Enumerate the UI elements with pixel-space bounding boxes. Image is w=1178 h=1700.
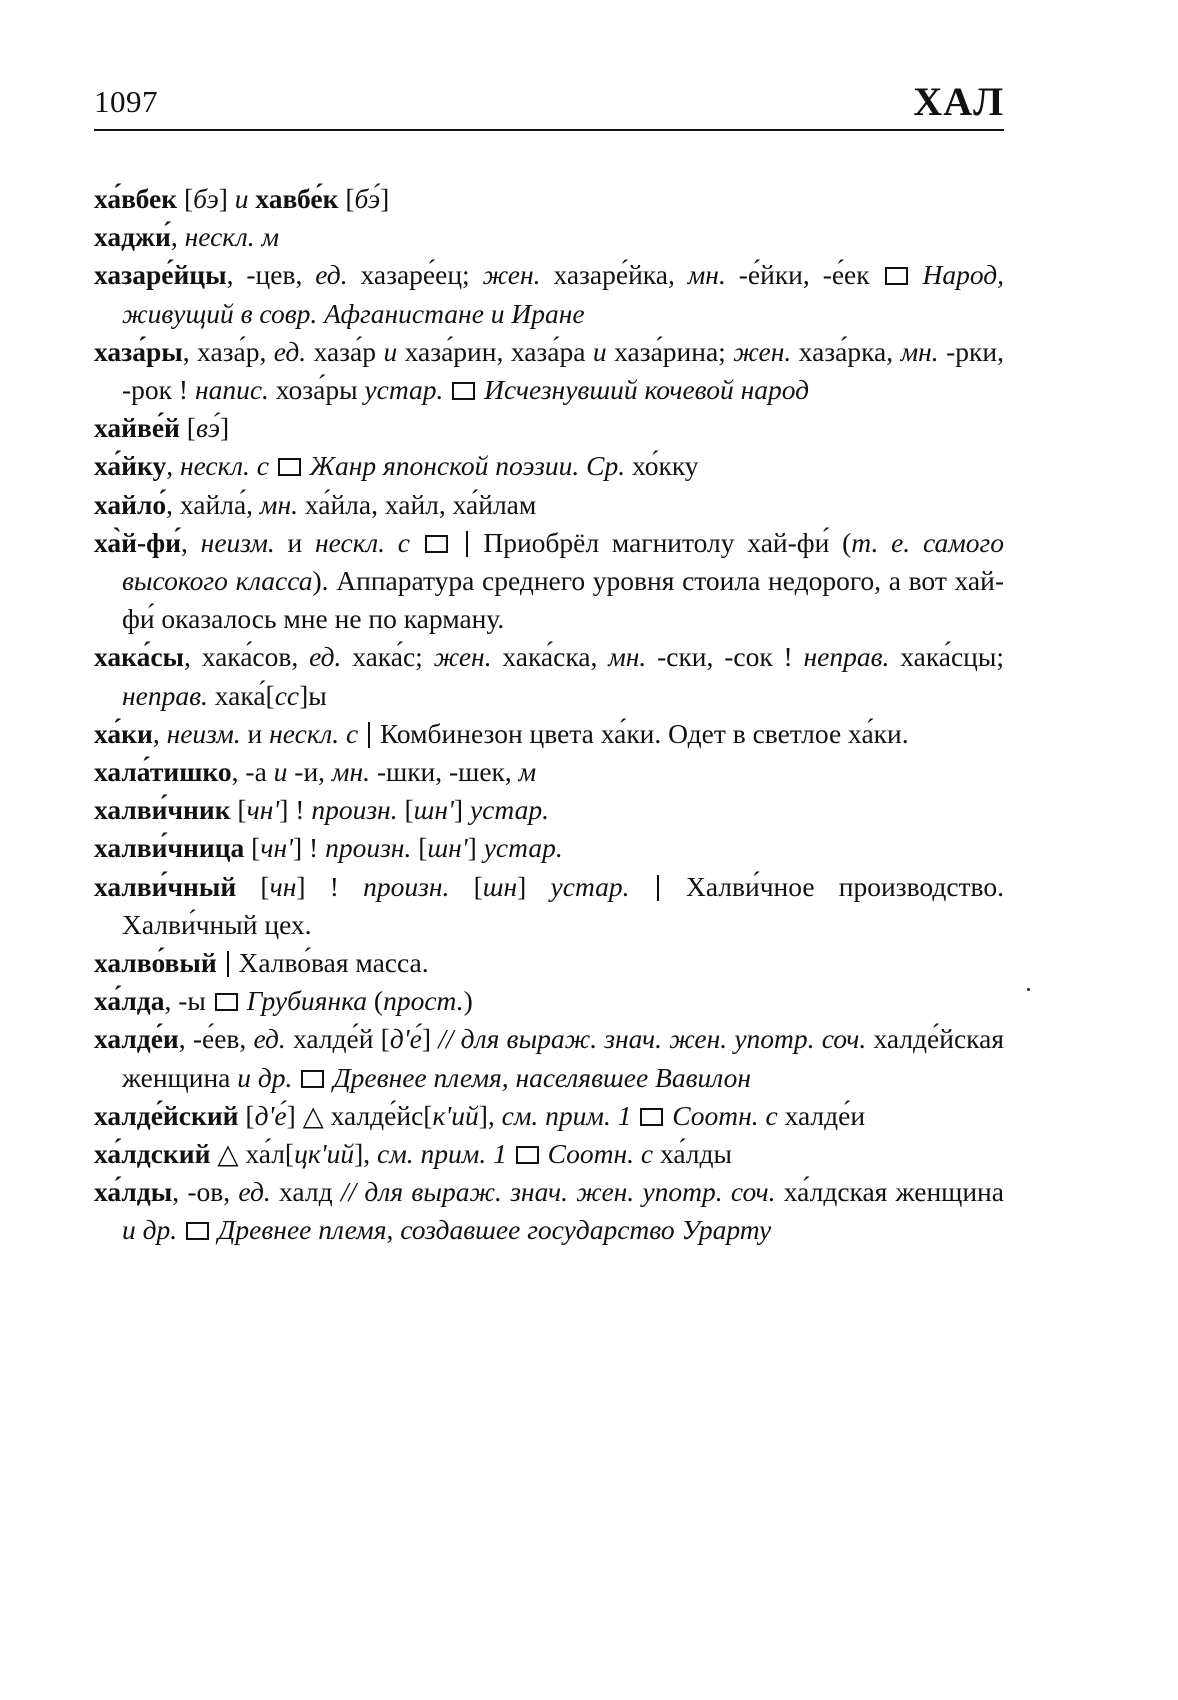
entry-text: ], <box>354 1138 378 1170</box>
italic-note: // для выраж. знач. жен. употр. соч. <box>438 1023 867 1055</box>
italic-note: ед. <box>315 259 348 291</box>
header-rule <box>94 129 1004 131</box>
entry-text: , хайла́, <box>166 488 260 520</box>
definition-box-icon <box>425 535 448 553</box>
italic-note: чнʹ <box>260 832 293 864</box>
example-separator-icon <box>466 531 468 557</box>
headword: халде́и <box>94 1023 179 1055</box>
entry-text <box>443 374 450 405</box>
entry-text <box>410 527 423 558</box>
entry-text: [ <box>397 794 414 826</box>
italic-note: кʹий <box>432 1099 479 1131</box>
italic-note: Древнее племя, создавшее государство Урарту <box>211 1214 772 1246</box>
definition-box-icon <box>885 267 908 285</box>
italic-note: шн <box>482 870 518 902</box>
headword: ха́лда <box>94 985 165 1017</box>
headword: ха́лды <box>94 1176 173 1208</box>
headword: ха́йку <box>94 450 167 482</box>
dictionary-entry <box>94 868 1004 944</box>
page-header <box>94 78 1004 134</box>
entry-text: -е́йки, -е́ек <box>725 259 883 291</box>
example-separator-icon <box>368 722 370 748</box>
entry-text: хака́сцы; <box>889 641 1005 673</box>
entry-text: хаза́р <box>306 335 384 367</box>
dictionary-entry <box>94 1020 1004 1096</box>
entry-text: халде́и <box>777 1099 866 1131</box>
italic-note: и <box>592 335 607 367</box>
italic-note: мн. <box>331 756 370 788</box>
definition-box-icon <box>301 1070 324 1088</box>
italic-note: жен. <box>482 259 541 291</box>
italic-note: произн. <box>311 794 398 826</box>
entry-text: ( <box>367 985 384 1017</box>
italic-note: Древнее племя, населявшее Вавилон <box>326 1061 752 1093</box>
example-separator-icon <box>227 951 229 977</box>
entry-text: ] ! <box>279 794 312 826</box>
headword: халви́чный <box>94 870 237 902</box>
headword: хазаре́йцы <box>94 259 227 291</box>
entry-text <box>450 527 463 558</box>
definition-box-icon <box>640 1108 663 1126</box>
italic-note: и <box>234 183 249 214</box>
italic-note: Грубиянка <box>239 985 368 1017</box>
entry-text: ха́лды <box>653 1138 732 1170</box>
entry-text <box>630 871 654 902</box>
entry-text <box>507 1138 514 1169</box>
entry-text: , -цев, <box>226 259 316 291</box>
dictionary-entry <box>94 1173 1004 1249</box>
italic-note: Соотн. с <box>540 1138 654 1170</box>
italic-note: м <box>518 756 537 788</box>
entry-text: ] <box>218 183 235 214</box>
italic-note: ед. <box>309 641 342 673</box>
dictionary-entry <box>94 791 1004 829</box>
italic-note: шнʹ <box>427 832 468 864</box>
italic-note: см. прим. 1 <box>377 1138 507 1170</box>
entry-text <box>269 450 276 481</box>
italic-note: ед. <box>253 1023 286 1055</box>
entry-text: [ <box>238 1099 255 1131</box>
entry-text: ) <box>463 985 473 1017</box>
italic-note: цкʹий <box>294 1138 355 1170</box>
entry-text: и <box>240 717 270 749</box>
entry-text: Халво́вая масса. <box>231 947 429 979</box>
entry-text: ] <box>421 1023 439 1055</box>
italic-note: т. е. самого высокого класса <box>122 526 1004 597</box>
definition-box-icon <box>186 1222 209 1240</box>
entry-text: ). Аппаратура среднего уровня стоила недорого, а вот хай-фи́ оказалось мне не по карману. <box>122 565 1004 635</box>
entry-text: ха́лдская женщина <box>775 1176 1004 1208</box>
italic-note: нескл. с <box>179 450 269 482</box>
dictionary-entry <box>94 1135 1004 1173</box>
definition-box-icon <box>278 458 301 476</box>
entry-text: хака́с; <box>341 641 434 673</box>
italic-note: сс <box>274 679 300 711</box>
italic-note: Жанр японской поэзии. Ср. <box>302 450 626 482</box>
entry-text: , <box>152 717 167 749</box>
entry-text: ] △ халде́йс[ <box>286 1099 433 1131</box>
italic-note: нескл. с <box>269 717 359 749</box>
dictionary-entry <box>94 715 1004 753</box>
entry-text: халд <box>270 1176 341 1208</box>
italic-note: чнʹ <box>246 794 280 826</box>
entry-text: Халви́чное производство. Халви́чный цех. <box>122 870 1004 940</box>
entry-text <box>217 947 224 978</box>
entry-text: Комбинезон цвета ха́ки. Одет в светлое ха́ки. <box>373 717 909 749</box>
italic-note: бэ <box>193 183 219 214</box>
italic-note: прост. <box>383 985 464 1017</box>
italic-note: дʹе́ <box>389 1023 422 1055</box>
italic-note: и др. <box>237 1061 293 1093</box>
headword: халво́вый <box>94 947 217 979</box>
example-separator-icon <box>657 875 659 901</box>
running-head: ХАЛ <box>913 79 1004 124</box>
print-speck <box>1027 988 1030 991</box>
italic-note: шнʹ <box>413 794 454 826</box>
entry-text: , хаза́р, <box>182 335 274 367</box>
entry-text: ] ! <box>293 832 326 864</box>
entry-text: ] <box>220 412 230 444</box>
italic-note: и <box>273 756 288 788</box>
headword: ха́вбек <box>94 183 178 214</box>
italic-note: и др. <box>122 1214 178 1246</box>
italic-note: неправ. <box>803 641 890 673</box>
headword: ха́лдский <box>94 1138 211 1170</box>
italic-note: неизм. <box>200 526 275 558</box>
italic-note: устар. <box>469 794 549 826</box>
entry-text: халде́йская женщина <box>122 1023 1004 1093</box>
entry-text: хаза́рин, хаза́ра <box>397 335 593 367</box>
entry-text: хака́ска, <box>491 641 609 673</box>
entry-text: [ <box>236 870 270 902</box>
entry-text: ха́йла, хайл, ха́йлам <box>298 488 537 520</box>
entry-text: [ <box>449 870 483 902</box>
entry-text <box>292 1062 299 1093</box>
headword: хаза́ры <box>94 335 183 367</box>
entry-text: хака́[ <box>207 679 275 711</box>
headword: халде́йский <box>94 1099 239 1131</box>
entry-text: △ ха́л[ <box>210 1138 295 1170</box>
dictionary-entry <box>94 524 1004 639</box>
entry-text: хазаре́ец; <box>347 259 483 291</box>
entry-text: хоза́ры <box>268 374 365 406</box>
entry-text: хаза́рина; <box>606 335 734 367</box>
italic-note: неизм. <box>166 717 241 749</box>
italic-note: Исчезнувший кочевой народ <box>477 374 810 406</box>
entry-text: -ски, -сок ! <box>646 641 804 673</box>
italic-note: устар. <box>364 374 444 406</box>
headword: хака́сы <box>94 641 184 673</box>
dictionary-entry <box>94 944 1004 982</box>
italic-note: мн. <box>259 488 298 520</box>
dictionary-entry <box>94 218 1004 256</box>
entry-text: [ <box>244 832 261 864</box>
definition-box-icon <box>215 993 238 1011</box>
dictionary-entry <box>94 829 1004 867</box>
italic-note: нескл. м <box>184 221 279 253</box>
italic-note: бэ́ <box>354 183 381 214</box>
dictionary-entry <box>94 486 1004 524</box>
definition-box-icon <box>452 382 475 400</box>
italic-note: мн. <box>687 259 726 291</box>
italic-note: произн. <box>325 832 412 864</box>
entry-text: [ <box>177 183 194 214</box>
dictionary-entry <box>94 409 1004 447</box>
italic-note: неправ. <box>122 679 208 711</box>
headword: ха́ки <box>94 717 153 749</box>
dictionary-entry <box>94 638 1004 714</box>
italic-note: ед. <box>238 1176 271 1208</box>
entry-text: -рки, -рок ! <box>122 335 1004 406</box>
dictionary-entry <box>94 447 1004 485</box>
entry-text <box>358 718 365 749</box>
entry-text: Приобрёл магнитолу хай-фи́ ( <box>470 526 852 558</box>
italic-note: мн. <box>608 641 647 673</box>
headword: халви́чник <box>94 794 231 826</box>
headword: хавбе́к <box>255 183 339 214</box>
dictionary-entry <box>94 1097 1004 1135</box>
italic-note: чн <box>269 870 297 902</box>
entry-text: халде́й [ <box>285 1023 390 1055</box>
dictionary-entry <box>94 982 1004 1020</box>
entry-text: , -ы <box>164 985 213 1017</box>
italic-note: произн. <box>363 870 450 902</box>
entry-text: [ <box>411 832 428 864</box>
headword: ха̀й-фи́ <box>94 526 182 558</box>
italic-note: нескл. с <box>315 526 410 558</box>
italic-note: ед. <box>273 335 307 367</box>
entry-text: [ <box>179 412 196 444</box>
page-number: 1097 <box>94 84 158 119</box>
italic-note: дʹе́ <box>254 1099 287 1131</box>
entry-text <box>177 1214 184 1245</box>
entry-text: ] <box>380 183 390 214</box>
entry-text: ] ! <box>296 870 364 902</box>
dictionary-entry <box>94 256 1004 332</box>
entry-text: , -а <box>231 756 274 788</box>
entry-text: хаза́рка, <box>791 335 901 367</box>
entry-text: [ <box>230 794 247 826</box>
entry-text: ] <box>453 794 470 826</box>
italic-note: мн. <box>900 335 939 367</box>
italic-note: вэ́ <box>195 412 220 444</box>
italic-note: жен. <box>433 641 492 673</box>
italic-note: см. прим. 1 <box>501 1099 632 1131</box>
italic-note: Народ, живущий в совр. Афганистане и Иране <box>122 259 1004 329</box>
italic-note: Соотн. с <box>665 1099 778 1131</box>
entry-text <box>631 1100 638 1131</box>
entry-text: , -ов, <box>172 1176 239 1208</box>
italic-note: устар. <box>550 870 630 902</box>
entry-text: ] <box>467 832 484 864</box>
italic-note: и <box>383 335 398 367</box>
italic-note: устар. <box>483 832 563 864</box>
entry-text: , <box>170 221 185 253</box>
entry-text: [ <box>338 183 355 214</box>
dictionary-entry <box>94 333 1004 409</box>
headword: хаджи́ <box>94 221 171 253</box>
entry-text: ], <box>478 1099 502 1131</box>
entry-text: хазаре́йка, <box>540 259 688 291</box>
entry-text: -и, <box>287 756 332 788</box>
entry-text: и <box>274 526 316 558</box>
dictionary-entry <box>94 753 1004 791</box>
definition-box-icon <box>516 1146 539 1164</box>
dictionary-entry <box>94 180 1004 218</box>
entry-text: хо́кку <box>625 450 699 482</box>
entry-text: ] <box>517 870 551 902</box>
entry-text: , -е́ев, <box>178 1023 254 1055</box>
headword: хайло́ <box>94 488 167 520</box>
italic-note: напис. <box>194 374 269 406</box>
entry-text: , <box>181 526 201 558</box>
headword: хайве́й <box>94 412 180 444</box>
headword: хала́тишко <box>94 756 232 788</box>
entry-text: -шки, -шек, <box>369 756 519 788</box>
entry-text: , <box>166 450 180 482</box>
dictionary-entries <box>94 180 1004 1250</box>
entry-text: , хака́сов, <box>184 641 310 673</box>
italic-note: жен. <box>733 335 792 367</box>
headword: халви́чница <box>94 832 245 864</box>
entry-text: ]ы <box>299 679 327 711</box>
italic-note: // для выраж. знач. жен. употр. соч. <box>340 1176 776 1208</box>
